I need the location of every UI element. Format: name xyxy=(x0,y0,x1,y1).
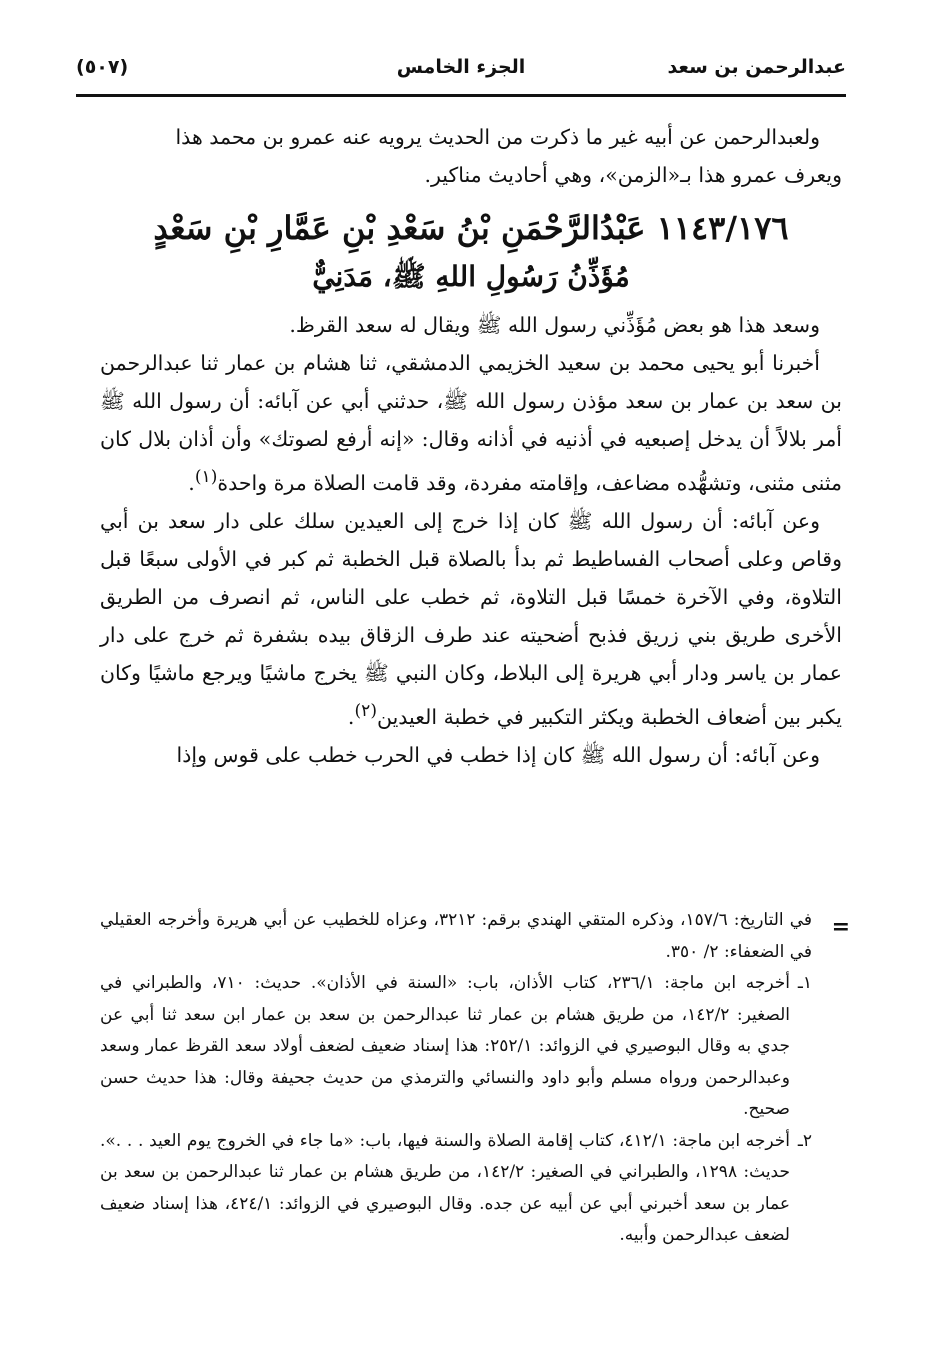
running-header xyxy=(76,48,846,92)
footnote-1 xyxy=(100,968,812,1126)
paragraph-1: وسعد هذا هو بعض مُؤَذِّني رسول الله ﷺ ويقال له سعد القرظ. xyxy=(289,313,820,337)
intro-line-1: ولعبدالرحمن عن أبيه غير ما ذكرت من الحديث يرويه عنه عمرو بن محمد هذا xyxy=(175,125,820,149)
footnote-continuation-mark: = xyxy=(831,914,850,940)
paragraph-3-end: . xyxy=(347,704,355,729)
footnote-2-number: ٢ـ xyxy=(797,1130,813,1151)
paragraph-4: وعن آبائه: أن رسول الله ﷺ كان إذا خطب في الحرب خطب على قوس وإذا xyxy=(176,742,820,767)
footnote-1-number: ١ـ xyxy=(797,973,812,993)
header-volume: الجزء الخامس xyxy=(396,56,526,78)
main-text xyxy=(100,118,842,774)
header-page-number: (٥٠٧) xyxy=(76,56,129,78)
paragraph-2-text: أخبرنا أبو يحيى محمد بن سعيد الخزيمي الدمشقي، ثنا هشام بن عمار ثنا عبدالرحمن بن سعد بن عمار بن سعد مؤذن رسول الله ﷺ، حدثني أبي عن آبائه: أن رسول الله ﷺ أمر بلالاً أن يدخل إصبعيه في أذنيه في أذانه وقال: «إنه أرفع لصوتك» وأن أذان بلال كان مثنى مثنى، وتشهُّده مضاعف، وإقامته مفردة، وقد قامت الصلاة مرة واحدة xyxy=(100,351,842,495)
intro-line-2: ويعرف عمرو هذا بـ«الزمن»، وهي أحاديث مناكير. xyxy=(424,163,842,187)
paragraph-2 xyxy=(100,344,842,502)
header-rule xyxy=(76,94,846,97)
footnote-ref-2[interactable]: (٢) xyxy=(354,700,377,721)
header-author: عبدالرحمن بن سعد xyxy=(667,56,846,78)
entry-title: ١١٤٣/١٧٦ عَبْدُالرَّحْمَنِ بْنُ سَعْدِ بْنِ عَمَّارِ بْنِ سَعْدٍ xyxy=(153,209,789,247)
paragraph-3-text: وعن آبائه: أن رسول الله ﷺ كان إذا خرج إلى العيدين سلك على دار سعد بن أبي وقاص وعلى أصحاب الفساطيط ثم بدأ بالصلاة قبل الخطبة ثم كبر في الأولى سبعًا قبل التلاوة، وفي الآخرة خمسًا قبل التلاوة، ثم خطب على الناس، ثم انصرف من الطريق الأخرى طريق بني زريق فذبح أضحيته عند طرف الزقاق بيده بشفرة ثم خرج على دار عمار بن ياسر ودار أبي هريرة إلى البلاط، وكان النبي ﷺ يخرج ماشيًا ويرجع ماشيًا وكان يكبر بين أضعاف الخطبة ويكثر التكبير في خطبة العيدين xyxy=(100,508,842,729)
footnote-2-text: أخرجه ابن ماجة: ٤١٢/١، كتاب إقامة الصلاة والسنة فيها، باب: «ما جاء في الخروج يوم العيد . . .». حديث: ١٢٩٨، والطبراني في الصغير: ١٤٢/٢، من طريق هشام بن عمار ثنا عبدالرحمن بن سعد بن عمار بن سعد أخبرني أبي عن أبيه عن جده. وقال البوصيري في الزوائد: ٤٢٤/١، هذا إسناد ضعيف لضعف عبدالرحمن وأبيه. xyxy=(100,1130,791,1245)
footnote-2 xyxy=(100,1126,812,1252)
entry-subtitle: مُؤَذِّنُ رَسُولِ اللهِ ﷺ، مَدَنِيٌّ xyxy=(312,260,630,293)
paragraph-3 xyxy=(100,502,842,736)
footnote-continuation: في التاريخ: ١٥٧/٦، وذكره المتقي الهندي برقم: ٣٢١٢، وعزاه للخطيب عن أبي هريرة وأخرجه العقيلي في الضعفاء: ٢/ ٣٥٠. xyxy=(100,910,812,962)
paragraph-2-end: . xyxy=(188,470,195,495)
footnote-ref-1[interactable]: (١) xyxy=(194,467,218,487)
footnotes xyxy=(100,905,812,1252)
footnote-1-text: أخرجه ابن ماجة: ٢٣٦/١، كتاب الأذان، باب: «السنة في الأذان». حديث: ٧١٠، والطبراني في الصغير: ١٤٢/٢، من طريق هشام بن عمار ثنا عبدالرحمن بن سعد بن عمار ابن سعد ثنا أبي عن جدي به وقال البوصيري في الزوائد: ٢٥٢/١: هذا إسناد ضعيف لضعف أولاد سعد القرظ عمار وسعد وعبدالرحمن ورواه مسلم وأبو داود والنسائي والترمذي من حديث جحيفة وقال: هذا حديث حسن صحيح. xyxy=(100,973,790,1119)
